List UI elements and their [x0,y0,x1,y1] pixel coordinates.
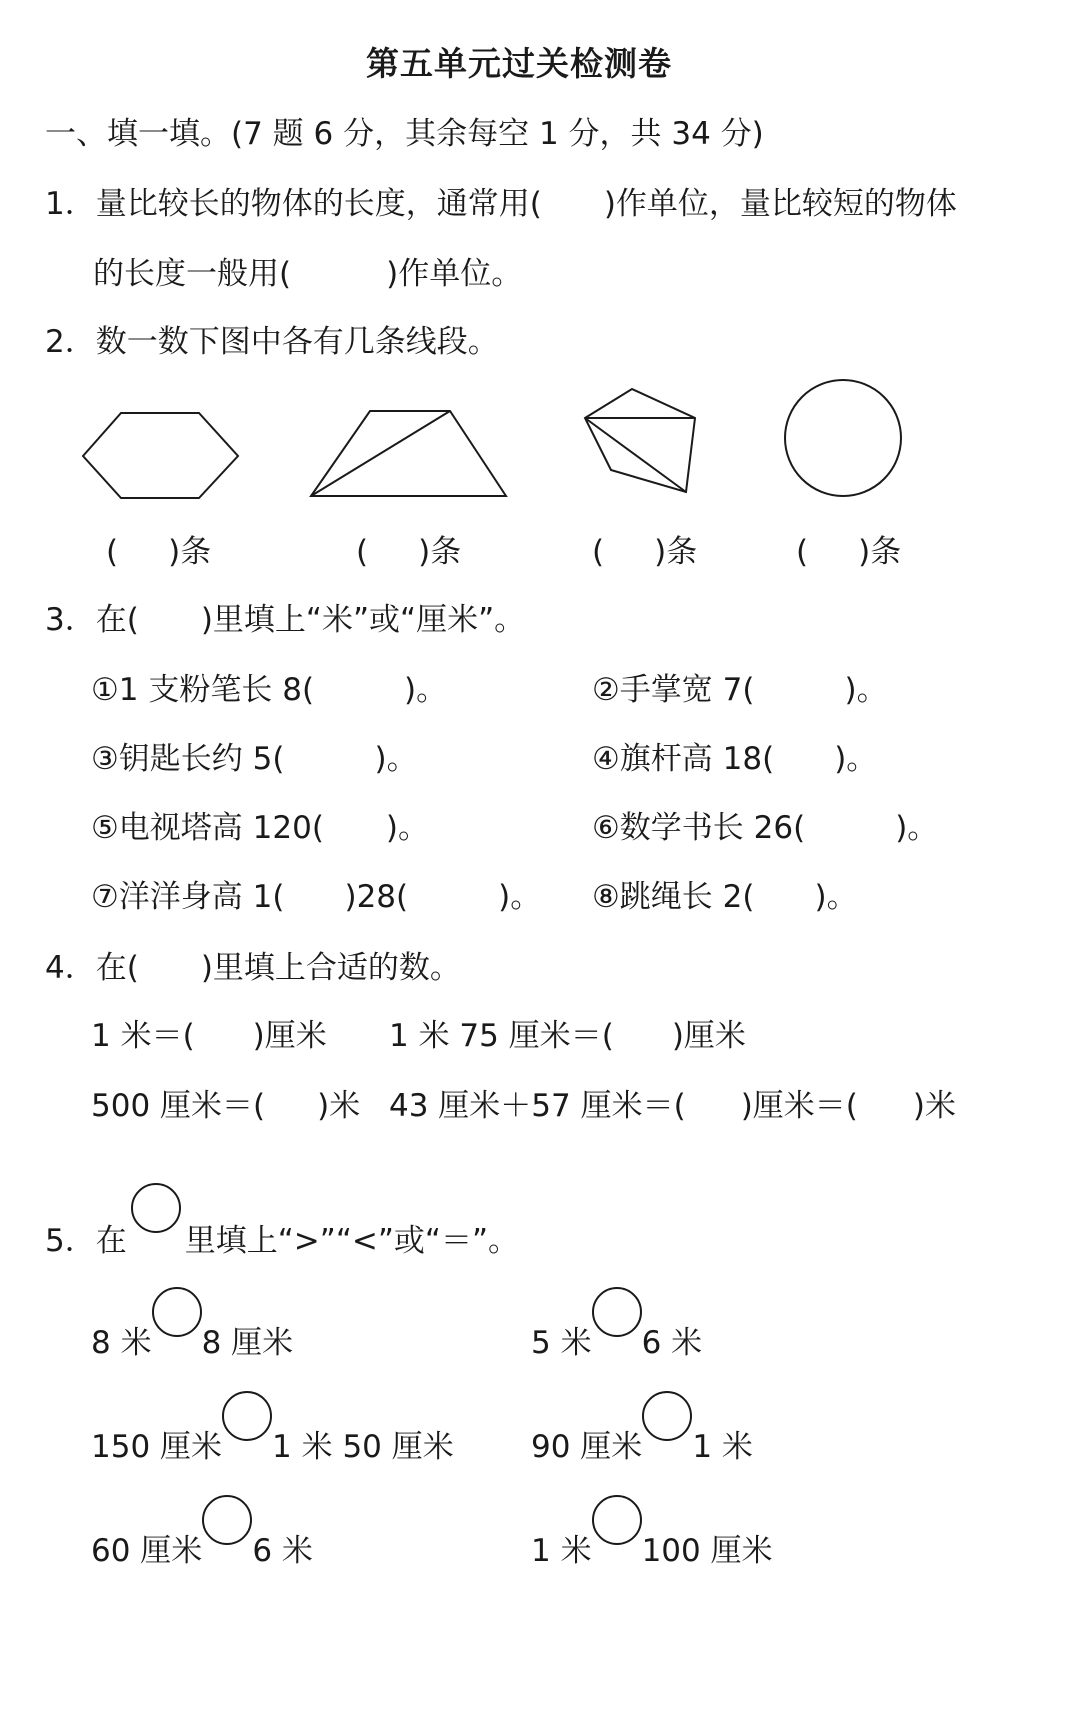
trapezoid-shape [311,411,506,496]
compare-left: 5 米 [531,1325,592,1361]
hexagon-shape [83,413,238,498]
q5-item-5 [91,1495,313,1570]
compare-right: 1 米 50 厘米 [272,1429,454,1465]
compare-circle[interactable] [152,1287,202,1337]
item-text: )。 [834,741,878,777]
compare-right: 8 厘米 [201,1325,294,1361]
compare-right: 6 米 [252,1533,313,1569]
q5-item-3 [91,1391,454,1466]
item-text: ②手掌宽 7( [592,672,755,708]
q4-item-3 [91,1080,360,1125]
compare-left: 8 米 [91,1325,152,1361]
paren-open: ( [356,534,369,570]
answer-trapezoid [356,526,461,571]
question-text: 量比较长的物体的长度，通常用( [95,186,542,222]
q4-item-2 [389,1010,746,1055]
q3-item-2 [592,664,888,709]
item-text: )厘米＝( [740,1088,858,1124]
question-text: 的长度一般用( [93,256,292,292]
item-text: )米 [317,1088,361,1124]
compare-left: 1 米 [531,1533,592,1569]
item-text: ⑤电视塔高 120( [91,810,324,846]
item-text: ⑥数学书长 26( [592,810,806,846]
compare-circle[interactable] [222,1391,272,1441]
q4-item-1 [91,1010,327,1055]
item-text: 500 厘米＝( [91,1088,266,1124]
q3-item-6 [592,802,938,847]
question-3 [45,594,525,639]
q4-item-4 [389,1080,956,1125]
pentagon-shape [585,389,695,492]
question-number: 3． [45,602,96,638]
question-number: 1． [45,186,96,222]
question-text: 数一数下图中各有几条线段。 [95,324,499,360]
question-text: 在 [95,1223,127,1259]
compare-left: 60 厘米 [91,1533,203,1569]
compare-circle[interactable] [592,1287,642,1337]
paren-open: ( [796,534,809,570]
question-5 [45,1183,519,1260]
compare-left: 90 厘米 [531,1429,643,1465]
q5-item-2 [531,1287,702,1362]
compare-circle[interactable] [592,1495,642,1545]
item-text: )。 [404,672,448,708]
item-text: )。 [814,879,858,915]
answer-hexagon [106,526,211,571]
q3-item-5 [91,802,429,847]
compare-left: 150 厘米 [91,1429,223,1465]
paren-close: )条 [418,534,462,570]
item-text: ④旗杆高 18( [592,741,775,777]
question-text: )作单位。 [386,256,523,292]
question-text: 在( )里填上“米”或“厘米”。 [95,602,526,638]
item-text: ③钥匙长约 5( [91,741,285,777]
item-text: 1 米 75 厘米＝( [389,1018,614,1054]
item-text: )。 [895,810,939,846]
answer-circle [796,526,901,571]
question-text: 在( )里填上合适的数。 [95,950,461,986]
item-text: 43 厘米＋57 厘米＝( [389,1088,686,1124]
item-text: )厘米 [671,1018,746,1054]
item-text: ①1 支粉笔长 8( [91,672,315,708]
q5-item-1 [91,1287,293,1362]
paren-close: )条 [168,534,212,570]
paren-close: )条 [654,534,698,570]
compare-circle[interactable] [202,1495,252,1545]
q3-item-3 [91,733,418,778]
item-text: ⑦洋洋身高 1( [91,879,285,915]
item-text: )。 [385,810,430,846]
circle-shape [785,380,901,496]
compare-right: 6 米 [641,1325,703,1361]
section-heading: 一、填一填。(7 题 6 分，其余每空 1 分，共 34 分) [45,116,764,152]
question-number: 5． [45,1223,96,1259]
compare-right: 1 米 [692,1429,753,1465]
question-number: 2． [45,324,96,360]
q5-item-6 [531,1495,773,1570]
paren-open: ( [106,534,119,570]
item-text: 1 米＝( [91,1018,195,1054]
q3-item-4 [592,733,877,778]
q3-item-8 [592,871,858,916]
compare-right: 100 厘米 [641,1533,773,1569]
question-4 [45,942,461,987]
item-text: )米 [912,1088,957,1124]
q3-item-7 [91,871,541,916]
answer-pentagon [592,526,697,571]
q5-item-4 [531,1391,753,1466]
paren-open: ( [592,534,605,570]
question-text: )作单位，量比较短的物体 [603,186,957,222]
item-text: )厘米 [252,1018,327,1054]
question-number: 4． [45,950,96,986]
compare-circle[interactable] [642,1391,692,1441]
item-text: )28( [344,879,409,915]
page-title: 第五单元过关检测卷 [366,44,672,83]
paren-close: )条 [858,534,902,570]
question-text: 里填上“>”“<”或“＝”。 [184,1223,520,1259]
trapezoid-diagonal [311,411,450,496]
item-text: )。 [844,672,888,708]
item-text: )。 [498,879,542,915]
compare-circle-icon [131,1183,181,1233]
item-text: ⑧跳绳长 2( [592,879,755,915]
pentagon-diagonal [585,418,686,492]
q3-item-1 [91,664,447,709]
item-text: )。 [374,741,418,777]
